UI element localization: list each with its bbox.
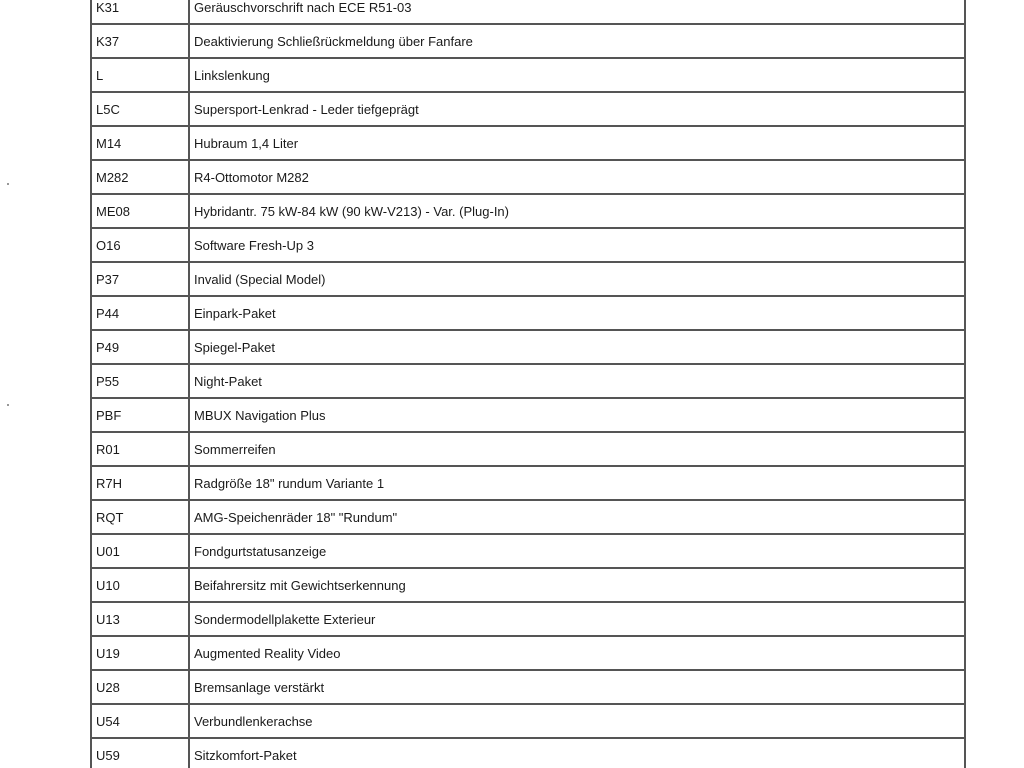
option-code-cell: K31 <box>91 0 189 24</box>
table-row <box>91 602 965 636</box>
option-description-cell: Hubraum 1,4 Liter <box>189 126 965 160</box>
option-code-cell: U28 <box>91 670 189 704</box>
option-description-cell: Sitzkomfort-Paket <box>189 738 965 768</box>
option-description-cell: Invalid (Special Model) <box>189 262 965 296</box>
option-code-cell: P44 <box>91 296 189 330</box>
scan-speck <box>7 404 9 406</box>
scan-speck <box>7 183 9 185</box>
option-code-cell: R7H <box>91 466 189 500</box>
table-row <box>91 58 965 92</box>
table-row <box>91 262 965 296</box>
option-description-cell: Hybridantr. 75 kW-84 kW (90 kW-V213) - Var. (Plug-In) <box>189 194 965 228</box>
option-code-cell: R01 <box>91 432 189 466</box>
option-description-cell: Sommerreifen <box>189 432 965 466</box>
equipment-code-table <box>90 0 966 768</box>
option-code-cell: U13 <box>91 602 189 636</box>
table-row <box>91 126 965 160</box>
option-code-cell: PBF <box>91 398 189 432</box>
option-description-cell: Linkslenkung <box>189 58 965 92</box>
table-row <box>91 432 965 466</box>
table-row <box>91 500 965 534</box>
table-row <box>91 160 965 194</box>
option-description-cell: Supersport-Lenkrad - Leder tiefgeprägt <box>189 92 965 126</box>
table-row <box>91 92 965 126</box>
table-row <box>91 636 965 670</box>
option-description-cell: Augmented Reality Video <box>189 636 965 670</box>
option-description-cell: Beifahrersitz mit Gewichtserkennung <box>189 568 965 602</box>
option-description-cell: AMG-Speichenräder 18" "Rundum" <box>189 500 965 534</box>
option-description-cell: Radgröße 18" rundum Variante 1 <box>189 466 965 500</box>
table-row <box>91 398 965 432</box>
option-description-cell: Geräuschvorschrift nach ECE R51-03 <box>189 0 965 24</box>
table-row <box>91 568 965 602</box>
option-code-cell: P55 <box>91 364 189 398</box>
option-code-cell: U10 <box>91 568 189 602</box>
option-code-cell: O16 <box>91 228 189 262</box>
table-row <box>91 0 965 24</box>
table-row <box>91 24 965 58</box>
option-code-cell: P37 <box>91 262 189 296</box>
option-code-cell: M282 <box>91 160 189 194</box>
option-description-cell: Einpark-Paket <box>189 296 965 330</box>
option-code-cell: RQT <box>91 500 189 534</box>
table-row <box>91 670 965 704</box>
option-description-cell: R4-Ottomotor M282 <box>189 160 965 194</box>
option-description-cell: Software Fresh-Up 3 <box>189 228 965 262</box>
option-code-cell: P49 <box>91 330 189 364</box>
option-description-cell: Deaktivierung Schließrückmeldung über Fanfare <box>189 24 965 58</box>
option-code-cell: U01 <box>91 534 189 568</box>
option-code-cell: U19 <box>91 636 189 670</box>
option-code-cell: U59 <box>91 738 189 768</box>
option-description-cell: Bremsanlage verstärkt <box>189 670 965 704</box>
option-description-cell: Fondgurtstatusanzeige <box>189 534 965 568</box>
option-code-cell: ME08 <box>91 194 189 228</box>
option-description-cell: Verbundlenkerachse <box>189 704 965 738</box>
option-description-cell: Night-Paket <box>189 364 965 398</box>
table-row <box>91 296 965 330</box>
equipment-code-table-body <box>91 0 965 768</box>
table-row <box>91 228 965 262</box>
table-row <box>91 194 965 228</box>
option-description-cell: Sondermodellplakette Exterieur <box>189 602 965 636</box>
option-code-cell: L5C <box>91 92 189 126</box>
option-code-cell: M14 <box>91 126 189 160</box>
table-row <box>91 738 965 768</box>
table-row <box>91 466 965 500</box>
option-code-cell: K37 <box>91 24 189 58</box>
table-row <box>91 330 965 364</box>
option-code-cell: L <box>91 58 189 92</box>
option-code-cell: U54 <box>91 704 189 738</box>
table-row <box>91 704 965 738</box>
option-description-cell: Spiegel-Paket <box>189 330 965 364</box>
table-row <box>91 534 965 568</box>
table-row <box>91 364 965 398</box>
option-description-cell: MBUX Navigation Plus <box>189 398 965 432</box>
